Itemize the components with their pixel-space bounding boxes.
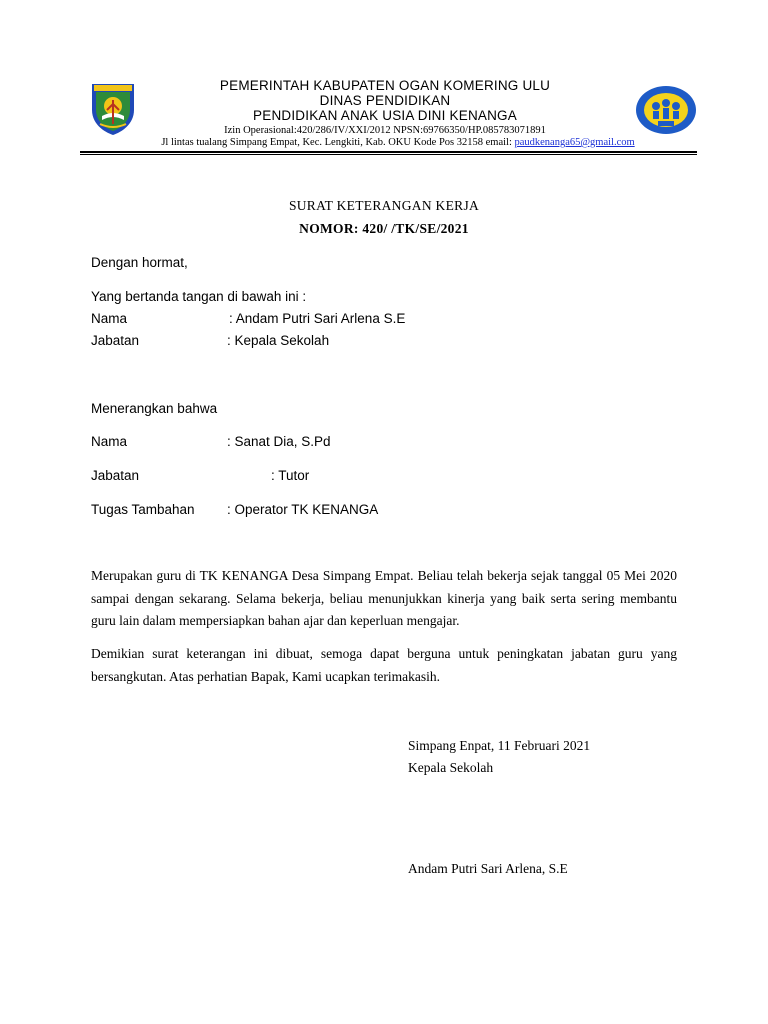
regency-emblem-logo — [88, 80, 138, 136]
signer-name-label: Nama — [91, 311, 128, 326]
signer-position-value: : Kepala Sekolah — [227, 333, 330, 348]
email-link[interactable]: paudkenanga65@gmail.com — [514, 137, 635, 148]
subject-position-value: : Tutor — [271, 468, 310, 483]
letterhead-divider-thin — [80, 154, 697, 155]
subject-name-label: Nama — [91, 434, 128, 449]
subject-task-value: : Operator TK KENANGA — [227, 502, 379, 517]
intro-line: Yang bertanda tangan di bawah ini : — [91, 289, 307, 304]
signer-name-value: : Andam Putri Sari Arlena S.E — [229, 311, 406, 326]
letterhead-address — [88, 136, 708, 149]
subject-position-label: Jabatan — [91, 468, 140, 483]
signature-place-date: Simpang Enpat, 11 Februari 2021 — [408, 738, 591, 753]
greeting: Dengan hormat, — [91, 255, 188, 270]
address-text: Jl lintas tualang Simpang Empat, Kec. Lengkiti, Kab. OKU Kode Pos 32158 email: — [161, 137, 512, 148]
letter-title: SURAT KETERANGAN KERJA — [288, 198, 480, 213]
letterhead-school: PENDIDIKAN ANAK USIA DINI KENANGA — [253, 108, 517, 123]
letter-number: NOMOR: 420/ /TK/SE/2021 — [299, 221, 469, 236]
paragraph-employment: Merupakan guru di TK KENANGA Desa Simpang Empat. Beliau telah bekerja sejak tanggal 05 Mei 2020 sampai dengan sekarang. Selama bekerja, beliau menunjukkan kinerja yang baik serta sering membantu guru lain dalam mempersiapkan bahan ajar dan keperluan mengajar. — [91, 568, 677, 628]
letterhead-department: DINAS PENDIDIKAN — [319, 93, 451, 108]
letterhead-divider-thick — [80, 151, 697, 153]
letterhead-license: Izin Operasional:420/286/IV/XXI/2012 NPSN:69766350/HP.085783071891 — [224, 125, 546, 136]
signer-position-label: Jabatan — [91, 333, 140, 348]
paragraph-closing: Demikian surat keterangan ini dibuat, semoga dapat berguna untuk peningkatan jabatan guru yang bersangkutan. Atas perhatian Bapak, Kami ucapkan terimakasih. — [91, 646, 677, 684]
signature-role: Kepala Sekolah — [408, 760, 494, 775]
paud-logo — [634, 84, 698, 136]
signature-name: Andam Putri Sari Arlena, S.E — [408, 861, 568, 876]
letterhead-government: PEMERINTAH KABUPATEN OGAN KOMERING ULU — [219, 78, 551, 93]
states-line: Menerangkan bahwa — [91, 401, 218, 416]
letterhead — [150, 78, 620, 137]
subject-task-label: Tugas Tambahan — [91, 502, 195, 517]
subject-name-value: : Sanat Dia, S.Pd — [227, 434, 331, 449]
